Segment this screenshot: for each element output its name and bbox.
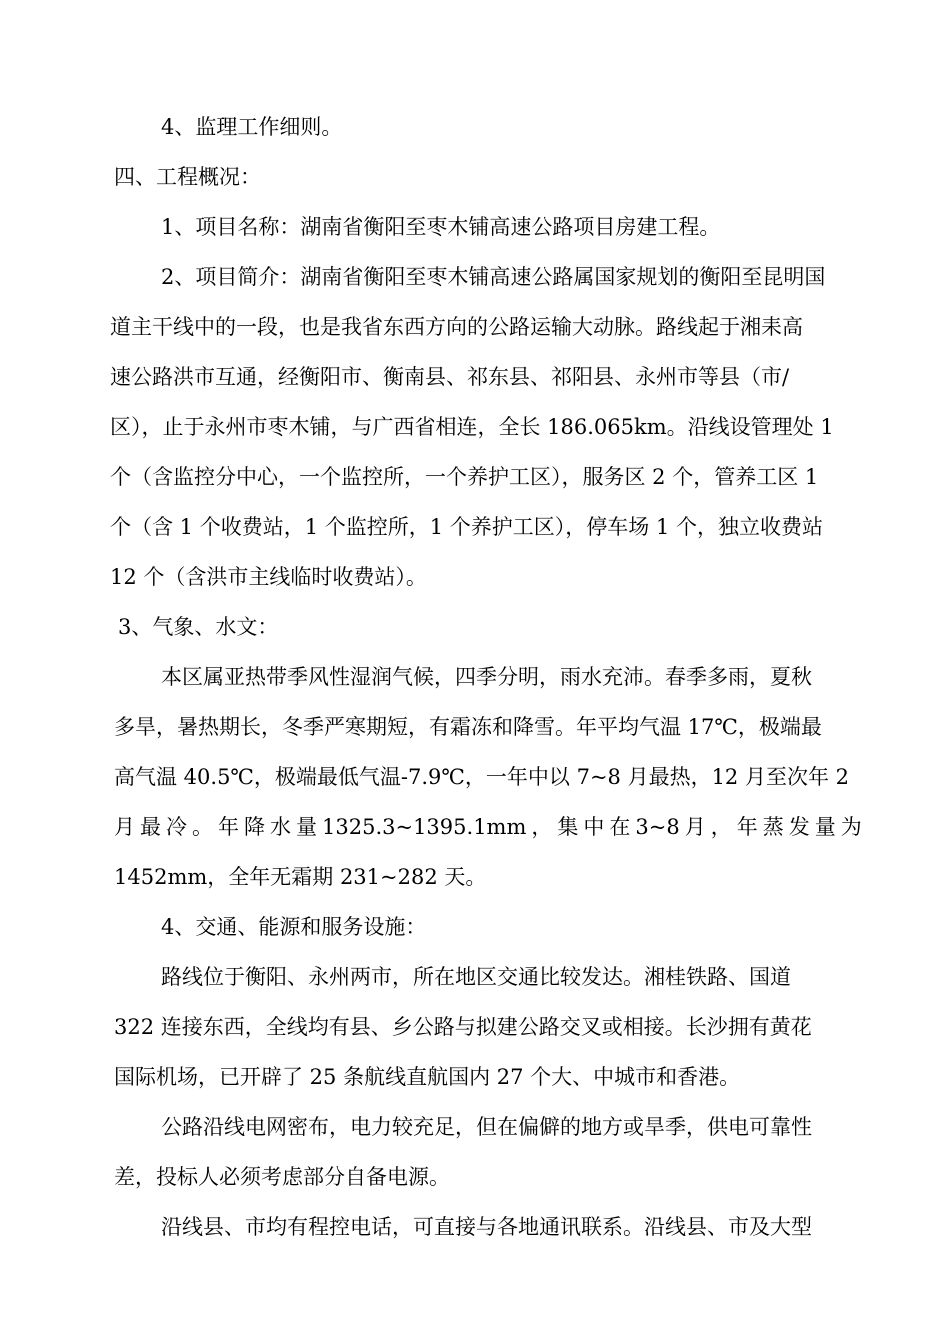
text-line: 多旱，暑热期长，冬季严寒期短，有霜冻和降雪。年平均气温 17℃，极端最 (114, 715, 822, 739)
text-line: 个（含监控分中心，一个监控所，一个养护工区），服务区 2 个，管养工区 1 (110, 465, 819, 489)
justified-token: 降 (244, 815, 265, 839)
justified-token: 集 (557, 815, 579, 839)
text-line: 高气温 40.5℃，极端最低气温-7.9℃，一年中以 7~8 月最热，12 月至次年 2 (114, 765, 850, 789)
justified-token: 年 (218, 815, 239, 839)
justified-token: 量 (814, 815, 836, 839)
justified-token: 水 (270, 815, 291, 839)
text-line: 路线位于衡阳、永州两市，所在地区交通比较发达。湘桂铁路、国道 (161, 965, 791, 989)
text-line: 公路沿线电网密布，电力较充足，但在偏僻的地方或旱季，供电可靠性 (161, 1115, 812, 1139)
justified-token: 为 (840, 815, 862, 839)
text-line: 322 连接东西，全线均有县、乡公路与拟建公路交叉或相接。长沙拥有黄花 (114, 1015, 812, 1039)
text-line: 1、项目名称：湖南省衡阳至枣木铺高速公路项目房建工程。 (161, 215, 721, 239)
section-heading: 3、气象、水文： (118, 615, 279, 639)
justified-token: 。 (192, 815, 213, 839)
justified-token: 1325.3~1395.1mm (322, 815, 527, 839)
text-line: 差，投标人必须考虑部分自备电源。 (114, 1165, 450, 1189)
justified-token: 年 (736, 815, 758, 839)
text-line: 4、监理工作细则。 (161, 115, 343, 139)
justified-token: 冷 (166, 815, 187, 839)
justified-token: 发 (788, 815, 810, 839)
text-line: 区），止于永州市枣木铺，与广西省相连，全长 186.065km。沿线设管理处 1 (110, 415, 834, 439)
justified-token: ， (710, 815, 732, 839)
text-line: 1452mm，全年无霜期 231~282 天。 (114, 865, 487, 889)
justified-token: 中 (583, 815, 605, 839)
text-line: 本区属亚热带季风性湿润气候，四季分明，雨水充沛。春季多雨，夏秋 (161, 665, 812, 689)
justified-token: 3~8 (635, 815, 680, 839)
text-line: 个（含 1 个收费站，1 个监控所，1 个养护工区），停车场 1 个，独立收费站 (110, 515, 823, 539)
text-line: 国际机场，已开辟了 25 条航线直航国内 27 个大、中城市和香港。 (114, 1065, 741, 1089)
justified-line (114, 812, 862, 842)
text-line: 沿线县、市均有程控电话，可直接与各地通讯联系。沿线县、市及大型 (161, 1215, 812, 1239)
justified-token: 在 (609, 815, 631, 839)
justified-token: 月 (684, 815, 706, 839)
text-line: 道主干线中的一段，也是我省东西方向的公路运输大动脉。路线起于湘耒高 (110, 315, 803, 339)
justified-token: 量 (296, 815, 317, 839)
justified-token: ， (531, 815, 553, 839)
justified-token: 蒸 (762, 815, 784, 839)
justified-token: 月 (114, 815, 135, 839)
text-line: 速公路洪市互通，经衡阳市、衡南县、祁东县、祁阳县、永州市等县（市/ (110, 365, 790, 389)
justified-token: 最 (140, 815, 161, 839)
text-line: 12 个（含洪市主线临时收费站）。 (110, 565, 427, 589)
section-heading: 4、交通、能源和服务设施： (161, 915, 427, 939)
section-heading: 四、工程概况： (114, 165, 261, 189)
text-line: 2、项目简介：湖南省衡阳至枣木铺高速公路属国家规划的衡阳至昆明国 (161, 265, 826, 289)
